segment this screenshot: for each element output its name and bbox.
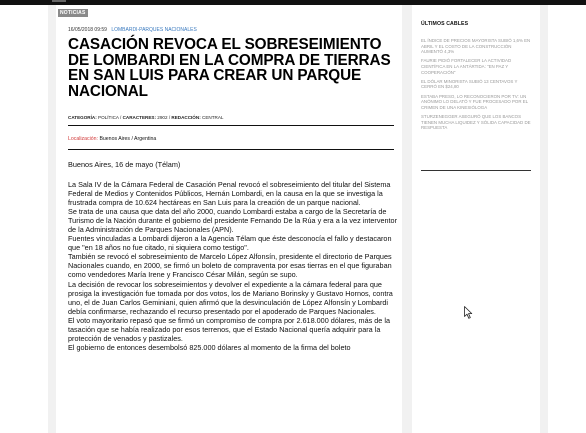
- article-headline: CASACIÓN REVOCA EL SOBRESEIMIENTO DE LOMBARDI EN LA COMPRA DE TIERRAS EN SAN LUIS PARA CREAR UN PARQUE NACIONAL: [68, 36, 391, 100]
- article-paragraph: Fuentes vinculadas a Lombardi dijeron a la Agencia Télam que éste desconocía el fallo y destacaron que "en 18 años no fue citado, ni siquiera como testigo".: [68, 234, 392, 253]
- article-dateline: Buenos Aires, 16 de mayo (Télam): [68, 160, 181, 169]
- cable-link[interactable]: EL DÓLAR MINORISTA SUBIÓ 13 CENTAVOS Y CERRÓ EN $24,80: [421, 78, 518, 90]
- characters-value: 2902: [157, 115, 168, 120]
- article-meta: [68, 27, 197, 33]
- article-category-link[interactable]: LOMBARDI-PARQUES NACIONALES: [111, 27, 197, 33]
- article-paragraph: El gobierno de entonces desembolsó 825.000 dólares al momento de la firma del boleto: [68, 342, 351, 352]
- newsroom-label: REDACCIÓN:: [171, 115, 201, 120]
- sidebar-divider: [421, 170, 531, 171]
- article-paragraph: También se revocó el sobreseimiento de Marcelo López Alfonsín, presidente el directorio de Parques Nacionales cuando, en 2000, se firmó un boleto de compraventa por esas tierras en el que figuraban como vendedores María Irene y Francisco César Milán, según se supo.: [68, 252, 392, 280]
- article-paragraph: La decisión de revocar los sobreseimientos y devolver el expediente a la cámara federal para que prosiga la investigación fue tomada por dos votos, los de Mariano Borinsky y Gustavo Hornos, contra uno, el de Juan Carlos Geminiani, quien afirmó que la desvinculación de López Alfonsín y Lombardi debía confirmarse, rechazando el recurso presentado por el apoderado de Parques Nacionales.: [68, 279, 393, 316]
- section-tag[interactable]: NOTICIAS: [60, 10, 86, 16]
- divider: [68, 149, 394, 150]
- cable-link[interactable]: EL ÍNDICE DE PRECIOS MAYORISTA SUBIÓ 1,6% EN ABRIL Y EL COSTO DE LA CONSTRUCCIÓN AUMENTÓ 4,3%: [421, 38, 531, 55]
- location-value: Buenos Aires / Argentina: [99, 136, 157, 142]
- latest-cables-list: [421, 38, 533, 134]
- top-bar-mark: [52, 0, 66, 2]
- category-value[interactable]: POLÍTICA: [98, 115, 119, 120]
- article-paragraph: Se trata de una causa que data del año 2000, cuando Lombardi estaba a cargo de la Secretaría de Turismo de la Nación durante el gobierno del presidente Fernando De la Rúa y era a la vez interventor de la Administración de Parques Nacionales (APN).: [68, 207, 397, 235]
- article-location: [68, 136, 156, 142]
- article-taxonomy: [68, 115, 223, 120]
- cable-link[interactable]: STURZENEGGER ASEGURÓ QUE LOS BANCOS TIENEN MUCHA LIQUIDEZ Y SÓLIDA CAPACIDAD DE RESPUESTA: [421, 113, 531, 131]
- location-label: Localización:: [68, 136, 98, 142]
- divider: [68, 125, 394, 126]
- article-body: [68, 180, 398, 352]
- sidebar-title: ÚLTIMOS CABLES: [421, 21, 469, 27]
- cable-link[interactable]: FAURIE PIDIÓ FORTALECER LA ACTIVIDAD CIENTÍFICA EN LA ANTÁRTIDA: "EN PAZ Y COOPERACIÓN": [421, 58, 512, 75]
- article-paragraph: La Sala IV de la Cámara Federal de Casación Penal revocó el sobreseimiento del titular del Sistema Federal de Medios y Contenidos Públicos, Hernán Lombardi, en la causa en la que se investiga la frustrada compra de 10.624 hectáreas en San Luis para la creación de un parque nacional.: [68, 180, 391, 208]
- cable-link[interactable]: ESTABA PRESO, LO RECONOCIERON POR TV: UN ANÓNIMO LO DELATÓ Y FUE PROCESADO POR EL CRIMEN DE UNA KINESIÓLOGA: [421, 93, 528, 110]
- characters-label: CARACTERES:: [122, 115, 157, 120]
- category-label: CATEGORÍA:: [68, 115, 97, 120]
- mouse-pointer-icon: [464, 306, 473, 319]
- taxonomy-separator: /: [168, 115, 171, 120]
- newsroom-value: CENTRAL: [202, 115, 224, 120]
- article-datetime: 16/05/2018 09:59: [68, 27, 107, 33]
- taxonomy-separator: /: [120, 115, 122, 120]
- article-paragraph: El voto mayoritario repasó que se firmó un compromiso de compra por 2.618.000 dólares, más de la tasación que se había realizado por esos terrenos, que el Estado Nacional quería adquirir para la protección de venados y pastizales.: [68, 315, 390, 343]
